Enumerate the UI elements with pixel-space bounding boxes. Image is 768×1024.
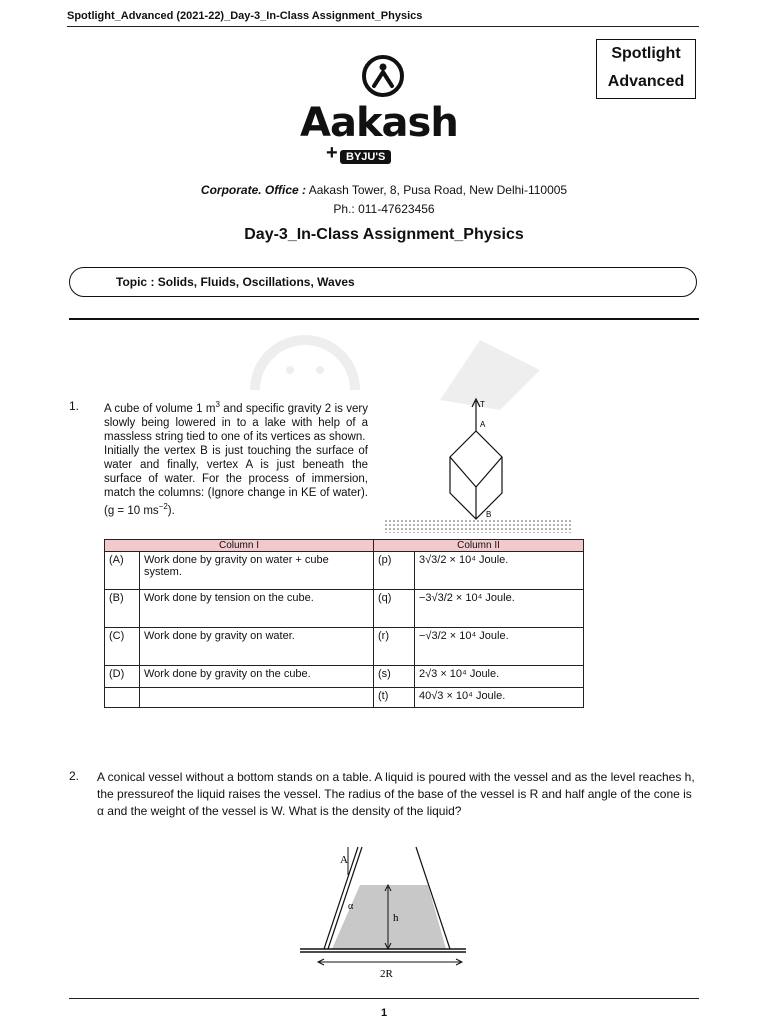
row-text-1 (140, 688, 374, 708)
label-2R: 2R (380, 968, 393, 980)
q2-cone-figure (298, 845, 468, 980)
row-key-1: (C) (105, 628, 140, 666)
row-key-1: (B) (105, 590, 140, 628)
column-2-header: Column II (374, 540, 584, 552)
topic-box (69, 267, 697, 297)
table-row (105, 666, 584, 688)
q1-text: A cube of volume 1 $m^3$ and specific gravity 2 is very slowly being lowered in to a lake with help of a massless string tied to one of its vertices as shown. Initially the vertex B is just touching the surface of water and finally, vertex A is just beneath the surface of water. For the process of immersion, match the columns: (Ignore change in KE of water). (g = 10 $ms^{-2}$). (104, 400, 368, 517)
table-header-row (105, 540, 584, 552)
row-key-2: (p) (374, 552, 415, 590)
q1-text-a: A cube of volume 1 m (104, 402, 216, 415)
q1-g-sup: −2 (158, 501, 168, 511)
row-key-2: (q) (374, 590, 415, 628)
row-key-1: (D) (105, 666, 140, 688)
row-text-1: Work done by tension on the cube. (140, 590, 374, 628)
logo-plus: + (326, 142, 338, 164)
label-h: h (393, 912, 399, 924)
row-text-2: 3√3/2 × 10⁴ Joule. (415, 552, 584, 590)
row-text-1: Work done by gravity on water. (140, 628, 374, 666)
label-A: A (340, 854, 348, 866)
section-rule (69, 318, 699, 320)
column-1-header: Column I (105, 540, 374, 552)
byjus-wordmark: BYJU'S (340, 150, 391, 164)
office-phone: Ph.: 011-47623456 (333, 202, 435, 216)
running-header: Spotlight_Advanced (2021-22)_Day-3_In-Class Assignment_Physics (67, 10, 423, 22)
footer-rule (69, 998, 699, 999)
row-text-2: 40√3 × 10⁴ Joule. (415, 688, 584, 708)
row-text-2: −√3/2 × 10⁴ Joule. (415, 628, 584, 666)
header-rule (67, 26, 699, 27)
badge-line-2: Advanced (607, 73, 685, 90)
row-text-2: 2√3 × 10⁴ Joule. (415, 666, 584, 688)
corporate-office-line (0, 183, 768, 197)
table-row (105, 590, 584, 628)
row-text-1: Work done by gravity on the cube. (140, 666, 374, 688)
topic-text: Topic : Solids, Fluids, Oscillations, Waves (116, 275, 355, 289)
table-row (105, 688, 584, 708)
table-row (105, 628, 584, 666)
label-A: A (480, 420, 486, 429)
badge-line-1: Spotlight (611, 45, 681, 62)
row-key-1 (105, 688, 140, 708)
label-alpha: α (348, 901, 354, 912)
row-text-2: −3√3/2 × 10⁴ Joule. (415, 590, 584, 628)
label-B: B (486, 510, 492, 519)
q1-cube-figure (380, 395, 580, 535)
row-key-2: (t) (374, 688, 415, 708)
aakash-wordmark: Aakash (300, 100, 458, 146)
row-key-1: (A) (105, 552, 140, 590)
office-address: Aakash Tower, 8, Pusa Road, New Delhi-110005 (306, 183, 568, 197)
label-T: T (480, 400, 485, 409)
row-key-2: (r) (374, 628, 415, 666)
row-text-1: Work done by gravity on water + cube system. (140, 552, 374, 590)
office-label: Corporate. Office : (200, 183, 307, 197)
aakash-emblem-icon (358, 52, 408, 100)
q1-text-b: and specific gravity 2 is very slowly being lowered in to a lake with help of a massless string tied to one of its vertices as shown. (104, 402, 368, 443)
q2-text: A conical vessel without a bottom stands on a table. A liquid is poured with the vessel and as the level reaches h, the pressureof the liquid raises the vessel. The radius of the base of the vessel is R and half angle of the cone is α and the weight of the vessel is W. What is the density of the liquid? (97, 770, 695, 818)
row-key-2: (s) (374, 666, 415, 688)
q1-text-c: Initially the vertex B is just touching the surface of water and finally, vertex A is just beneath the surface of water. For the process of immersion, match the columns: (Ignore change in KE of water). (g = 10 ms (104, 444, 368, 517)
q1-cube-sup: 3 (215, 400, 220, 409)
page-title: Day-3_In-Class Assignment_Physics (244, 226, 524, 243)
table-row (105, 552, 584, 590)
q2-number: 2. (69, 769, 80, 783)
spotlight-badge (596, 39, 696, 99)
match-columns-table (104, 539, 584, 708)
q1-number: 1. (69, 399, 80, 413)
page-number: 1 (380, 1007, 388, 1019)
